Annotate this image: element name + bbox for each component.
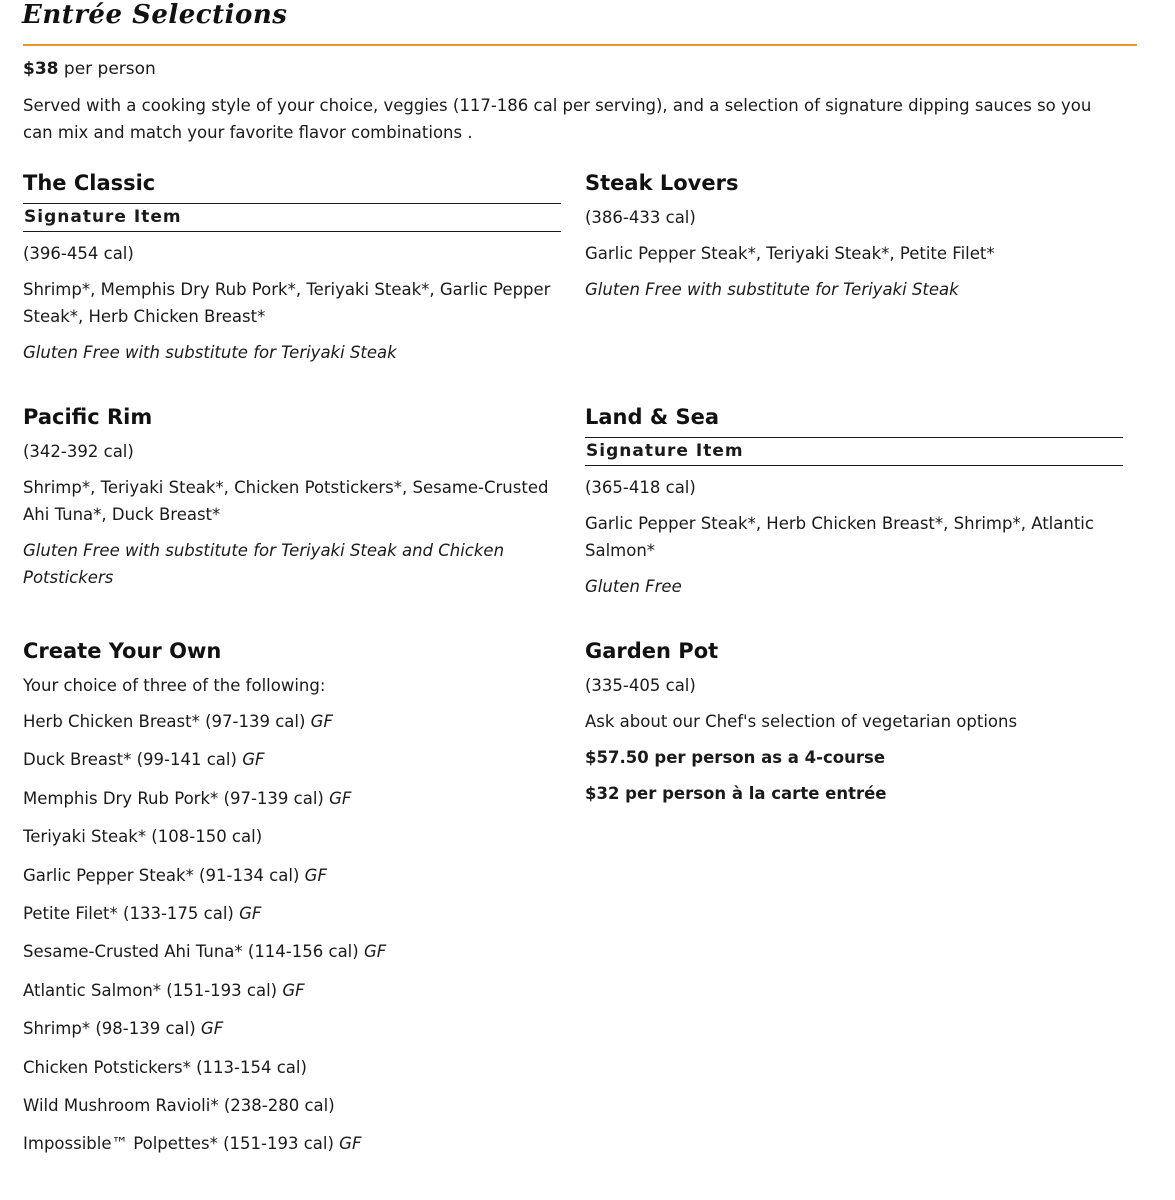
gf-tag: GF xyxy=(200,1019,224,1039)
option-name: Teriyaki Steak* (108-150 cal) xyxy=(23,827,263,847)
price-suffix: per person xyxy=(58,59,156,79)
gf-tag: GF xyxy=(363,942,387,962)
option-name: Sesame-Crusted Ahi Tuna* (114-156 cal) xyxy=(23,942,359,962)
option-name: Memphis Dry Rub Pork* (97-139 cal) xyxy=(23,788,324,808)
gluten-free-note: Gluten Free with substitute for Teriyaki Steak xyxy=(585,280,959,299)
option-name: Atlantic Salmon* (151-193 cal) xyxy=(23,980,278,1000)
list-item xyxy=(23,1054,561,1092)
option-name: Duck Breast* (99-141 cal) xyxy=(23,750,237,770)
calorie-range: (342-392 cal) xyxy=(23,442,134,461)
price-a-la-carte: $32 per person à la carte entrée xyxy=(585,784,887,803)
section-garden-pot xyxy=(585,638,1123,807)
signature-item-badge: Signature Item xyxy=(585,437,1123,466)
gluten-free-note: Gluten Free with substitute for Teriyaki Steak and Chicken Potstickers xyxy=(23,541,505,587)
list-item xyxy=(23,746,561,784)
list-item xyxy=(23,823,561,861)
list-item xyxy=(23,1130,561,1168)
section-land-and-sea xyxy=(585,404,1123,600)
calorie-range: (386-433 cal) xyxy=(585,208,696,227)
list-item xyxy=(23,977,561,1015)
title-divider xyxy=(23,44,1137,46)
gf-tag: GF xyxy=(310,712,333,731)
gf-tag: GF xyxy=(242,750,265,770)
section-title: Garden Pot xyxy=(585,639,719,663)
section-steak-lovers xyxy=(585,170,1123,303)
section-create-your-own xyxy=(23,638,561,1169)
gf-tag: GF xyxy=(239,903,262,923)
calorie-range: (396-454 cal) xyxy=(23,244,134,263)
price-amount: $38 xyxy=(23,59,59,79)
section-subtitle: Your choice of three of the following: xyxy=(23,676,326,695)
section-title: The Classic xyxy=(23,171,156,195)
calorie-range: (335-405 cal) xyxy=(585,676,696,695)
section-title: Pacific Rim xyxy=(23,405,153,429)
list-item xyxy=(23,1015,561,1053)
calorie-range: (365-418 cal) xyxy=(585,478,696,497)
list-item xyxy=(23,785,561,823)
description: Ask about our Chef's selection of vegetarian options xyxy=(585,712,1018,731)
price-line xyxy=(23,58,156,80)
item-list: Shrimp*, Teriyaki Steak*, Chicken Potstickers*, Sesame-Crusted Ahi Tuna*, Duck Breast* xyxy=(23,478,549,524)
item-list: Garlic Pepper Steak*, Herb Chicken Breast*, Shrimp*, Atlantic Salmon* xyxy=(585,514,1094,560)
list-item xyxy=(23,862,561,900)
intro-text: Served with a cooking style of your choice, veggies (117-186 cal per serving), and a selection of signature dipping sauces so you can mix and match your favorite flavor combinations . xyxy=(23,96,1092,142)
gf-tag: GF xyxy=(339,1134,362,1154)
page-title: Entrée Selections xyxy=(22,0,288,30)
section-title: Land & Sea xyxy=(585,405,720,429)
section-title: Steak Lovers xyxy=(585,171,739,195)
item-list: Shrimp*, Memphis Dry Rub Pork*, Teriyaki Steak*, Garlic Pepper Steak*, Herb Chicken Breast* xyxy=(23,280,551,326)
section-title: Create Your Own xyxy=(23,639,222,663)
gluten-free-note: Gluten Free xyxy=(585,577,682,596)
list-item xyxy=(23,900,561,938)
gf-tag: GF xyxy=(304,865,327,885)
list-item xyxy=(23,1092,561,1130)
gf-tag: GF xyxy=(282,980,305,1000)
section-pacific-rim xyxy=(23,404,561,591)
option-name: Herb Chicken Breast* (97-139 cal) xyxy=(23,712,306,731)
list-item xyxy=(23,708,561,746)
option-name: Impossible™ Polpettes* (151-193 cal) xyxy=(23,1134,334,1154)
section-the-classic xyxy=(23,170,561,366)
option-list xyxy=(23,708,561,1169)
option-name: Chicken Potstickers* (113-154 cal) xyxy=(23,1057,307,1077)
option-name: Garlic Pepper Steak* (91-134 cal) xyxy=(23,865,300,885)
signature-item-badge: Signature Item xyxy=(23,203,561,232)
gluten-free-note: Gluten Free with substitute for Teriyaki Steak xyxy=(23,343,397,362)
item-list: Garlic Pepper Steak*, Teriyaki Steak*, Petite Filet* xyxy=(585,244,995,263)
price-4-course: $57.50 per person as a 4-course xyxy=(585,748,886,767)
gf-tag: GF xyxy=(329,788,352,808)
list-item xyxy=(23,938,561,976)
option-name: Wild Mushroom Ravioli* (238-280 cal) xyxy=(23,1095,335,1115)
option-name: Petite Filet* (133-175 cal) xyxy=(23,903,234,923)
option-name: Shrimp* (98-139 cal) xyxy=(23,1019,196,1039)
